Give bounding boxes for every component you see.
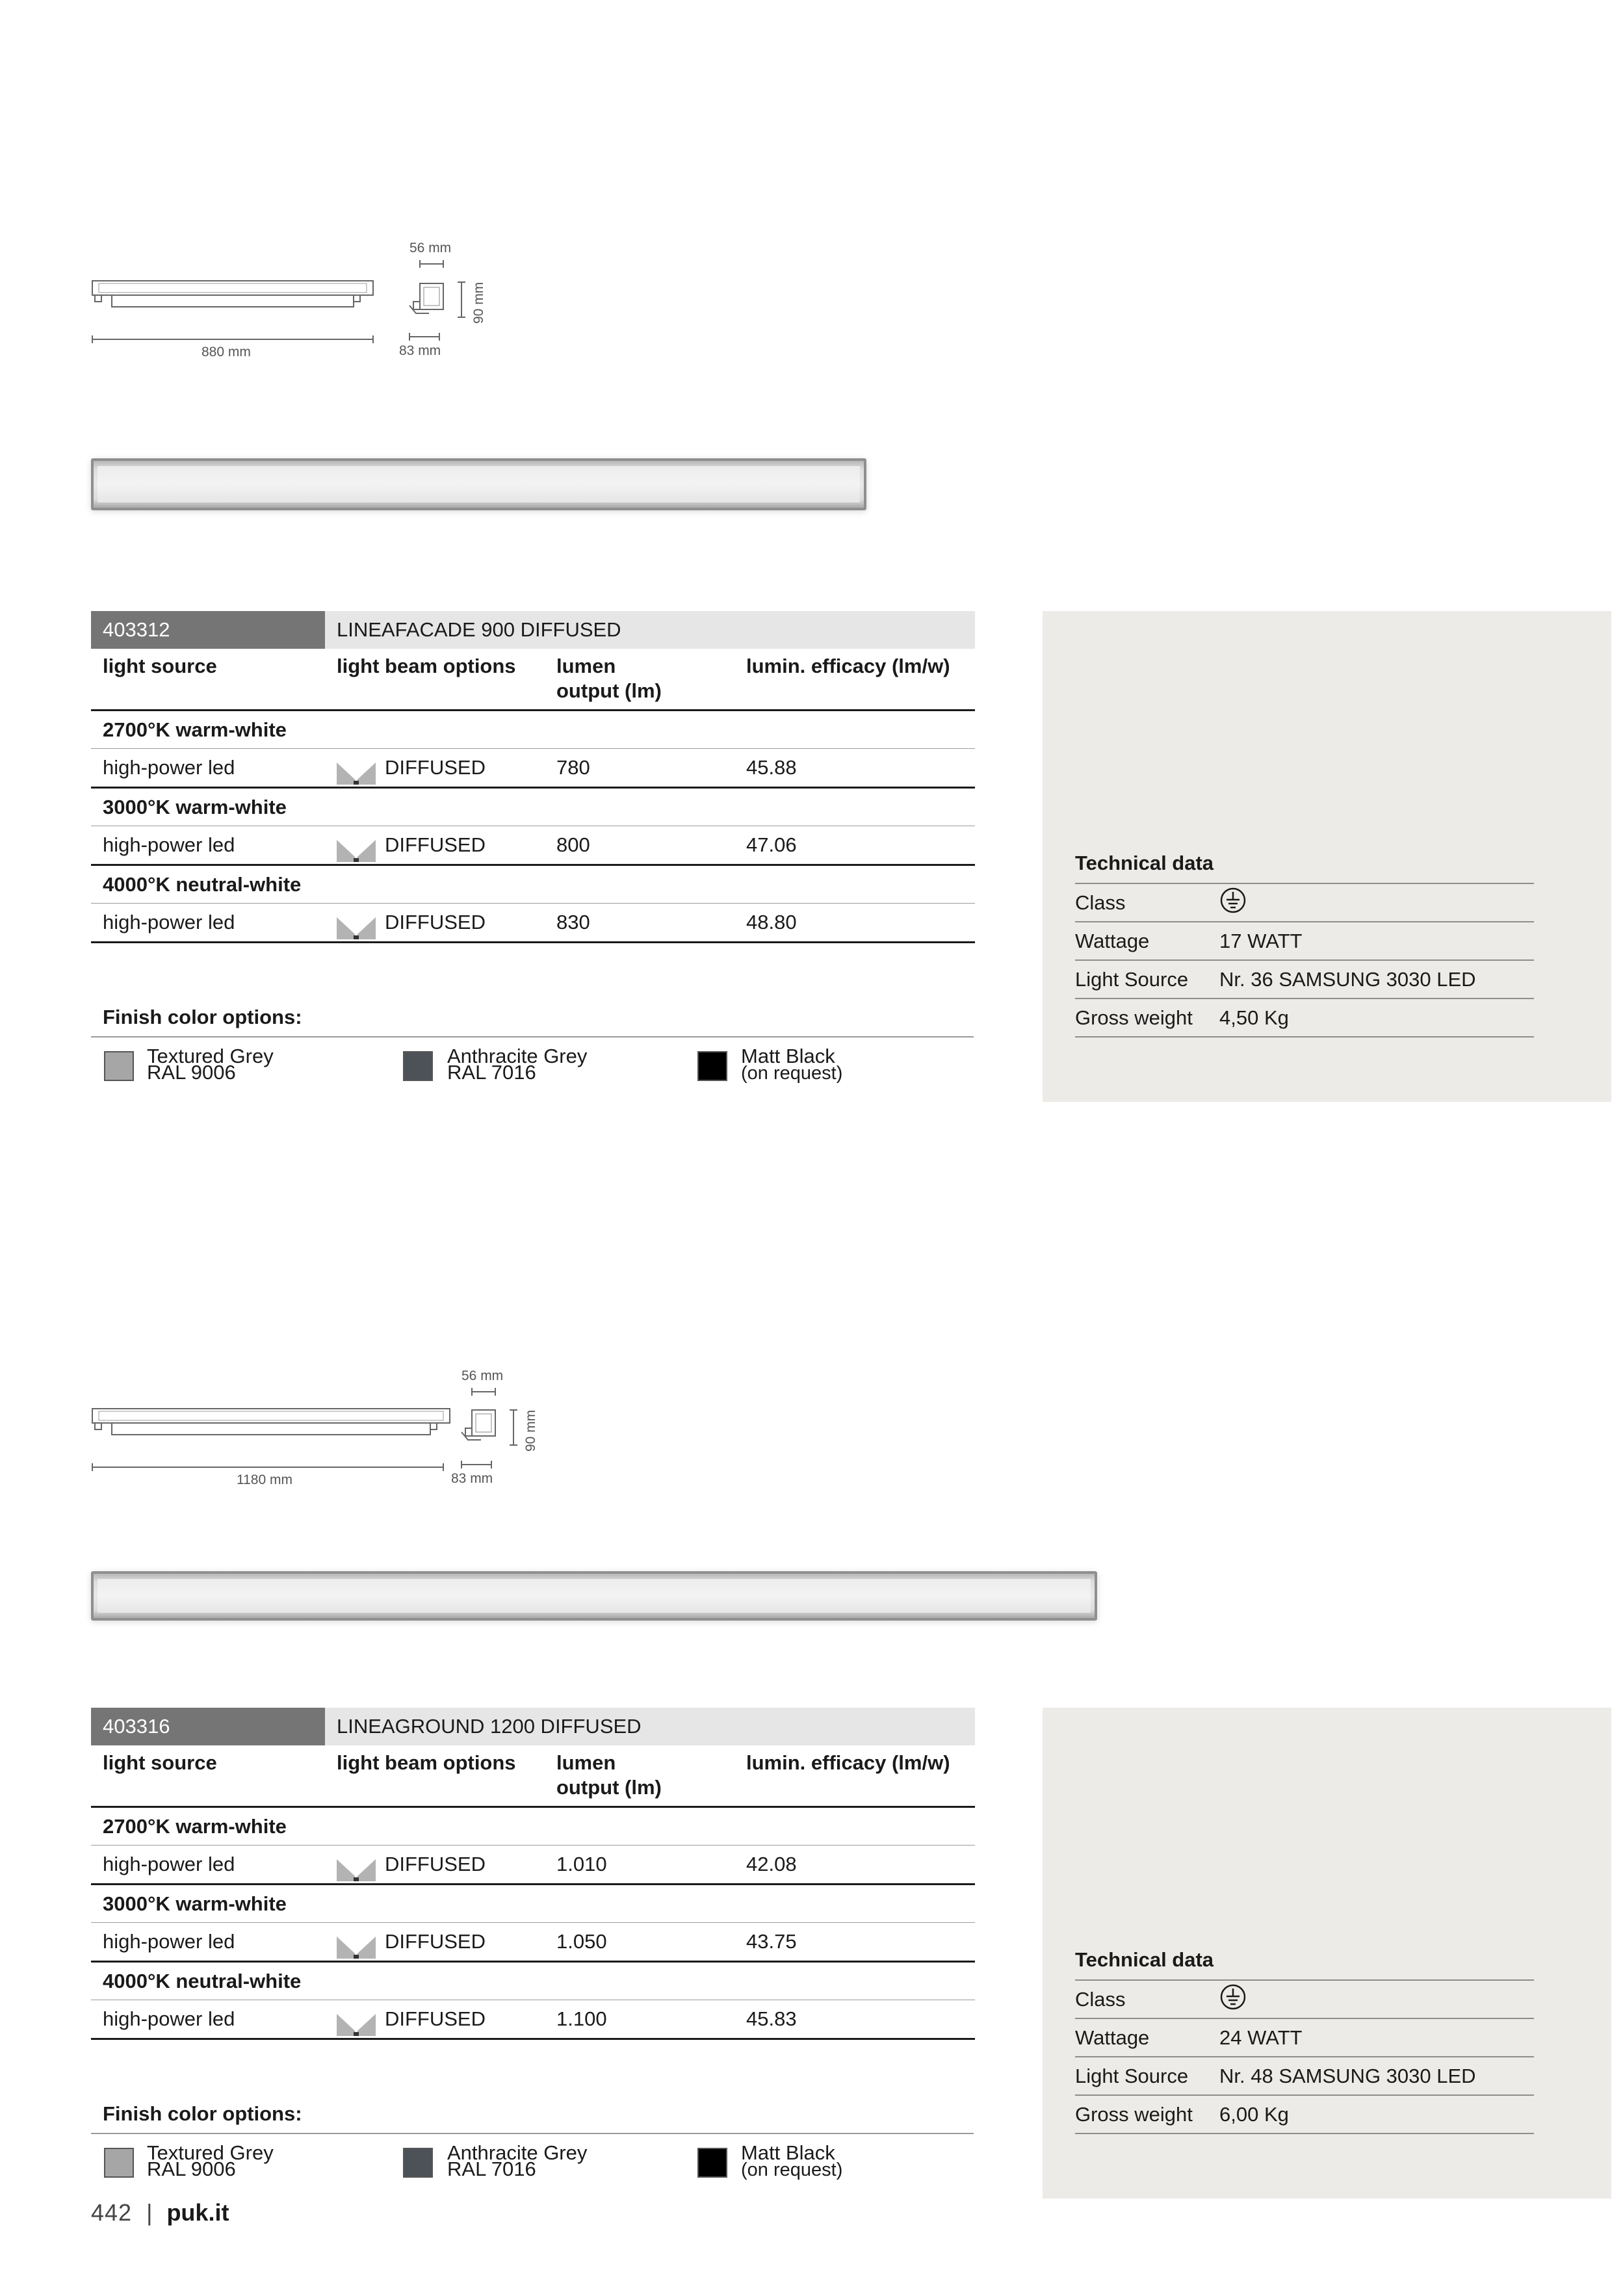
product-header bbox=[91, 611, 975, 649]
tech-row-gross-weight: Gross weight 4,50 Kg bbox=[1075, 998, 1534, 1036]
product-name: LINEAFACADE 900 DIFFUSED bbox=[325, 611, 975, 649]
width-dimension: 56 mm bbox=[409, 241, 452, 255]
col-beam: light beam options bbox=[337, 655, 516, 677]
tech-row-wattage: Wattage 17 WATT bbox=[1075, 921, 1534, 959]
column-headers bbox=[91, 1745, 975, 1808]
finish-label: Anthracite Grey RAL 7016 bbox=[447, 1045, 588, 1084]
finish-label: Matt Black (on request) bbox=[741, 1045, 843, 1084]
lumen-cell: 1.100 bbox=[556, 2007, 607, 2030]
diffused-beam-icon bbox=[337, 1857, 376, 1881]
product-code: 403312 bbox=[91, 611, 325, 649]
product-photo bbox=[91, 458, 866, 510]
light-source-cell: high-power led bbox=[103, 756, 235, 779]
temperature-row: 4000°K neutral-white bbox=[91, 1963, 975, 2000]
product-name: LINEAGROUND 1200 DIFFUSED bbox=[325, 1708, 975, 1745]
depth-dimension: 83 mm bbox=[399, 343, 441, 358]
product-table bbox=[91, 1708, 975, 2040]
ground-class-icon bbox=[1219, 1983, 1247, 2011]
temperature-row: 4000°K neutral-white bbox=[91, 866, 975, 904]
temperature-row: 2700°K warm-white bbox=[91, 711, 975, 749]
col-light-source: light source bbox=[103, 1751, 217, 1774]
page-number: 442 bbox=[91, 2199, 133, 2226]
tech-row-class: Class bbox=[1075, 883, 1534, 921]
length-dimension: 1180 mm bbox=[237, 1472, 292, 1487]
depth-dimension: 83 mm bbox=[451, 1471, 493, 1486]
temperature-row: 3000°K warm-white bbox=[91, 789, 975, 826]
swatch-matt-black bbox=[697, 1051, 727, 1081]
table-row bbox=[91, 826, 975, 866]
height-dimension: 90 mm bbox=[523, 1409, 538, 1452]
column-headers bbox=[91, 649, 975, 711]
efficacy-cell: 43.75 bbox=[746, 1930, 797, 1953]
divider bbox=[1075, 2133, 1534, 2134]
col-lumen: lumen output (lm) bbox=[556, 1751, 662, 1799]
table-row bbox=[91, 2000, 975, 2040]
product-photo bbox=[91, 1571, 1097, 1621]
technical-data-panel bbox=[1043, 611, 1611, 1102]
finish-title: Finish color options: bbox=[103, 1006, 302, 1028]
divider bbox=[1075, 1036, 1534, 1037]
beam-cell: DIFFUSED bbox=[325, 2002, 545, 2036]
tech-row-light-source: Light Source Nr. 48 SAMSUNG 3030 LED bbox=[1075, 2056, 1534, 2094]
efficacy-cell: 45.88 bbox=[746, 756, 797, 779]
dimension-drawing bbox=[84, 241, 500, 371]
beam-cell: DIFFUSED bbox=[325, 906, 545, 939]
page-footer bbox=[91, 2199, 229, 2226]
product-header bbox=[91, 1708, 975, 1745]
finish-label: Textured Grey RAL 9006 bbox=[147, 2141, 274, 2180]
diffused-beam-icon bbox=[337, 1934, 376, 1959]
diffused-beam-icon bbox=[337, 837, 376, 862]
swatch-anthracite-grey bbox=[403, 2148, 433, 2178]
tech-row-class: Class bbox=[1075, 1979, 1534, 2018]
table-row bbox=[91, 749, 975, 789]
light-source-cell: high-power led bbox=[103, 911, 235, 933]
efficacy-cell: 45.83 bbox=[746, 2007, 797, 2030]
col-efficacy: lumin. efficacy (lm/w) bbox=[746, 655, 950, 677]
swatch-textured-grey bbox=[104, 1051, 134, 1081]
finish-label: Textured Grey RAL 9006 bbox=[147, 1045, 274, 1084]
efficacy-cell: 48.80 bbox=[746, 911, 797, 933]
length-dimension: 880 mm bbox=[201, 345, 251, 359]
table-row bbox=[91, 904, 975, 943]
beam-cell: DIFFUSED bbox=[325, 828, 545, 862]
finish-label: Matt Black (on request) bbox=[741, 2141, 843, 2180]
tech-row-light-source: Light Source Nr. 36 SAMSUNG 3030 LED bbox=[1075, 959, 1534, 998]
lumen-cell: 1.050 bbox=[556, 1930, 607, 1953]
site-link[interactable]: puk.it bbox=[166, 2199, 229, 2226]
beam-cell: DIFFUSED bbox=[325, 1847, 545, 1881]
divider bbox=[91, 2133, 974, 2134]
lumen-cell: 1.010 bbox=[556, 1853, 607, 1875]
efficacy-cell: 42.08 bbox=[746, 1853, 797, 1875]
light-source-cell: high-power led bbox=[103, 833, 235, 856]
col-lumen: lumen output (lm) bbox=[556, 655, 662, 702]
light-source-cell: high-power led bbox=[103, 1853, 235, 1875]
swatch-matt-black bbox=[697, 2148, 727, 2178]
col-beam: light beam options bbox=[337, 1751, 516, 1774]
col-light-source: light source bbox=[103, 655, 217, 677]
product-table bbox=[91, 611, 975, 943]
table-row bbox=[91, 1846, 975, 1885]
beam-cell: DIFFUSED bbox=[325, 751, 545, 785]
light-source-cell: high-power led bbox=[103, 2007, 235, 2030]
finish-label: Anthracite Grey RAL 7016 bbox=[447, 2141, 588, 2180]
technical-data-title: Technical data bbox=[1075, 852, 1214, 874]
diffused-beam-icon bbox=[337, 2011, 376, 2036]
efficacy-cell: 47.06 bbox=[746, 833, 797, 856]
temperature-row: 2700°K warm-white bbox=[91, 1808, 975, 1846]
divider bbox=[91, 1036, 974, 1037]
tech-row-gross-weight: Gross weight 6,00 Kg bbox=[1075, 2094, 1534, 2133]
product-code: 403316 bbox=[91, 1708, 325, 1745]
width-dimension: 56 mm bbox=[461, 1368, 504, 1383]
dimension-drawing bbox=[84, 1368, 565, 1498]
light-source-cell: high-power led bbox=[103, 1930, 235, 1953]
fixture-side-view-icon bbox=[84, 1368, 565, 1498]
diffused-beam-icon bbox=[337, 915, 376, 939]
ground-class-icon bbox=[1219, 887, 1247, 914]
col-efficacy: lumin. efficacy (lm/w) bbox=[746, 1751, 950, 1774]
swatch-anthracite-grey bbox=[403, 1051, 433, 1081]
lumen-cell: 780 bbox=[556, 756, 590, 779]
finish-title: Finish color options: bbox=[103, 2102, 302, 2125]
technical-data-panel bbox=[1043, 1708, 1611, 2198]
footer-separator: | bbox=[146, 2199, 153, 2226]
temperature-row: 3000°K warm-white bbox=[91, 1885, 975, 1923]
beam-cell: DIFFUSED bbox=[325, 1925, 545, 1959]
technical-data-title: Technical data bbox=[1075, 1948, 1214, 1971]
swatch-textured-grey bbox=[104, 2148, 134, 2178]
tech-row-wattage: Wattage 24 WATT bbox=[1075, 2018, 1534, 2056]
lumen-cell: 830 bbox=[556, 911, 590, 933]
diffused-beam-icon bbox=[337, 760, 376, 785]
table-row bbox=[91, 1923, 975, 1963]
lumen-cell: 800 bbox=[556, 833, 590, 856]
height-dimension: 90 mm bbox=[471, 281, 486, 324]
